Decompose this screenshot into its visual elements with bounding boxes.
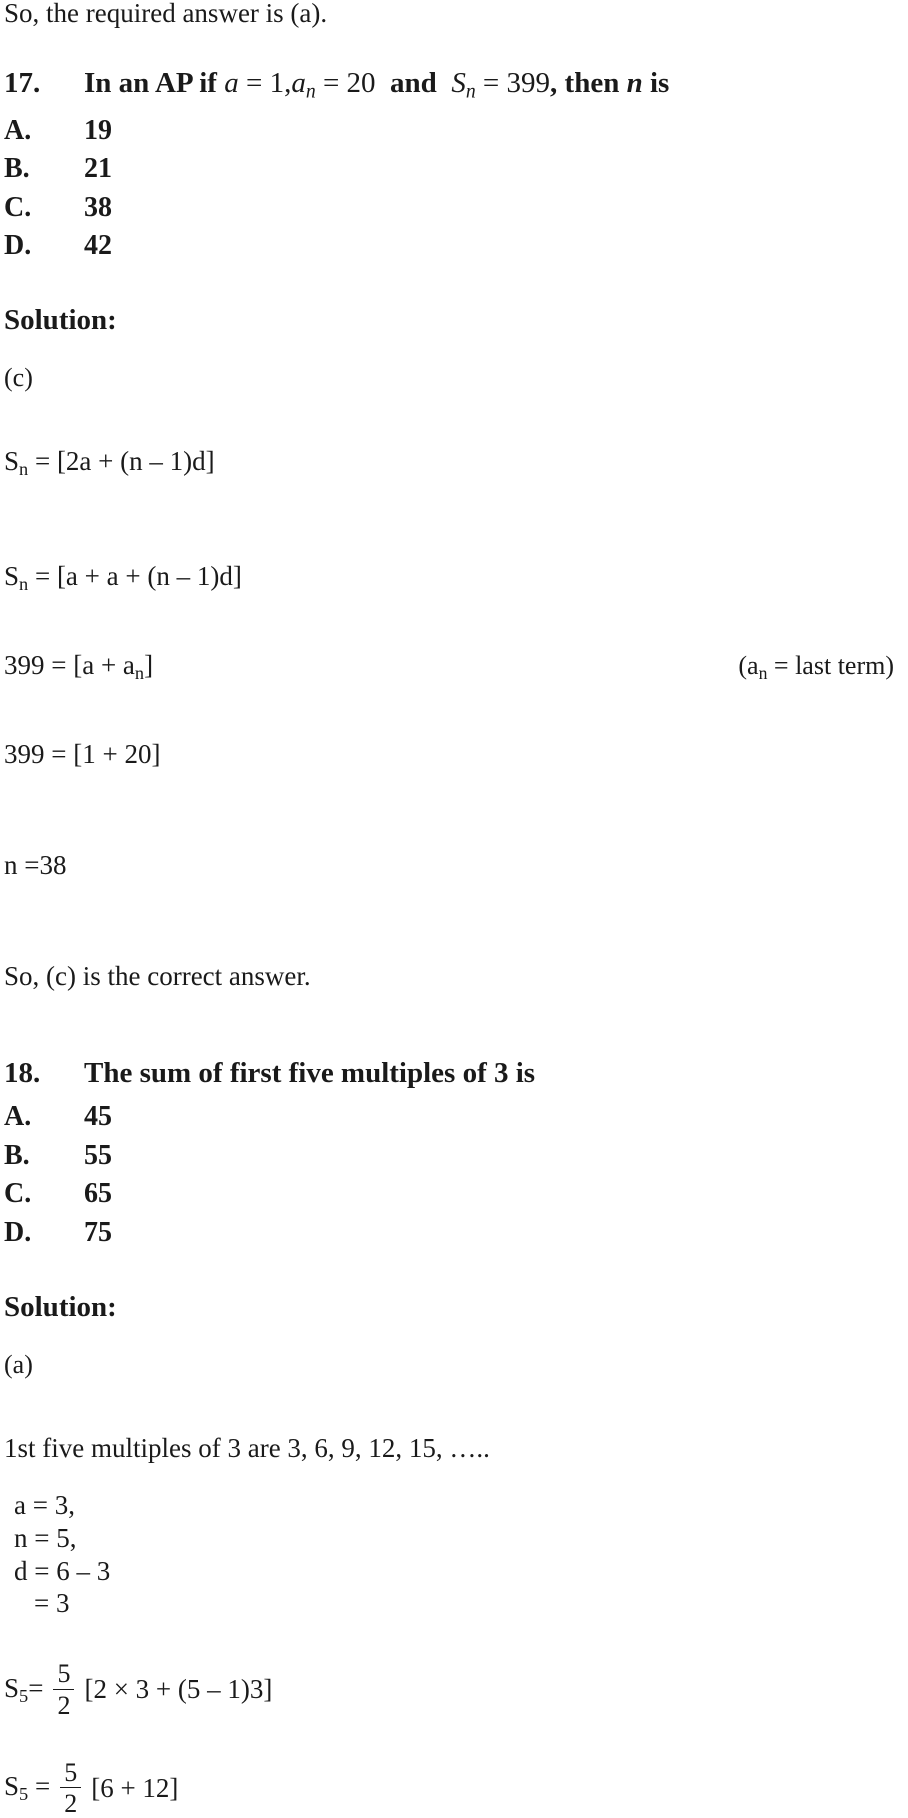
spacer — [4, 1620, 896, 1660]
question-18-option-c — [4, 1175, 896, 1214]
q17-stem-post: , then — [550, 67, 627, 99]
step-lhs: 399 — [4, 650, 45, 681]
step-lhs-sub: n — [19, 573, 29, 594]
question-17-option-c — [4, 189, 896, 228]
q17-stem-n: n — [626, 67, 643, 99]
formula-1-lhs — [4, 1673, 43, 1707]
q17-stem-mid: and — [390, 67, 437, 99]
option-value: 75 — [84, 1217, 112, 1249]
question-18-option-d — [4, 1214, 896, 1253]
fraction-numerator: 5 — [60, 1759, 81, 1788]
question-18-formula-2 — [4, 1759, 896, 1818]
spacer — [4, 1322, 896, 1352]
step-lhs: S — [4, 446, 20, 477]
fraction-denominator: 2 — [57, 1690, 71, 1720]
question-18-text: The sum of first five multiples of 3 is — [84, 1057, 536, 1090]
formula-1-fraction — [53, 1660, 74, 1719]
given-d: d = 6 – 3 — [14, 1555, 111, 1586]
question-17-step-5 — [4, 852, 896, 879]
formula-2-s: S — [4, 1771, 20, 1802]
formula-2-fraction — [60, 1759, 81, 1818]
step-rhs: = [a + a — [44, 650, 135, 681]
spacer — [4, 27, 896, 67]
question-17-heading — [4, 67, 896, 104]
step-rhs: = [2a + (n – 1)d] — [28, 446, 215, 477]
question-17-step-1 — [4, 448, 896, 479]
note-sub: n — [758, 662, 768, 683]
formula-1-eq: = — [28, 1672, 44, 1703]
option-value: 45 — [84, 1101, 112, 1133]
step-lhs: 399 — [4, 739, 45, 770]
step-rhs-sub: n — [134, 663, 145, 684]
formula-2-rhs: [6 + 12] — [91, 1772, 179, 1803]
q17-math-a: a — [224, 67, 239, 99]
option-value: 38 — [84, 191, 112, 223]
given-d-result: = 3 — [34, 1588, 70, 1619]
step-rhs: = [a + a + (n – 1)d] — [28, 560, 242, 591]
option-label: A. — [4, 114, 32, 146]
step-lhs-sub: n — [19, 459, 29, 480]
option-label: A. — [4, 1101, 32, 1133]
option-value: 19 — [84, 114, 112, 146]
spacer — [4, 795, 896, 825]
formula-2-lhs — [4, 1771, 50, 1805]
question-18-multiples-line: 1st five multiples of 3 are 3, 6, 9, 12, 15, ….. — [4, 1432, 490, 1463]
question-17-step-2 — [4, 560, 896, 594]
question-17-step-4 — [4, 741, 896, 768]
spacer — [4, 1017, 896, 1057]
formula-2-sub: 5 — [19, 1784, 29, 1805]
spacer — [4, 684, 896, 714]
spacer — [4, 506, 896, 536]
q17-math-an-sub: n — [305, 80, 316, 103]
option-value: 42 — [84, 230, 112, 262]
option-label: D. — [4, 1217, 32, 1249]
question-18-option-a — [4, 1098, 896, 1137]
given-a: a = 3, — [14, 1489, 75, 1520]
step-rhs: =38 — [17, 850, 67, 881]
spacer — [4, 266, 896, 306]
question-17-text — [84, 67, 669, 104]
option-label: B. — [4, 153, 30, 185]
q17-math-s-sub: n — [465, 80, 476, 103]
step-expression — [4, 650, 153, 684]
option-label: C. — [4, 1178, 32, 1210]
question-18-formula-1 — [4, 1660, 896, 1719]
question-17-solution-heading: Solution: — [4, 304, 117, 337]
given-n: n = 5, — [14, 1522, 77, 1553]
spacer — [4, 1378, 896, 1408]
question-18-solution-heading: Solution: — [4, 1290, 117, 1323]
formula-1-s: S — [4, 1672, 20, 1703]
q17-math-s: S — [451, 67, 466, 99]
q17-math-s-eq: = 399 — [475, 67, 551, 99]
option-value: 65 — [84, 1178, 112, 1210]
intro-text: So, the required answer is (a). — [4, 0, 328, 28]
option-label: C. — [4, 191, 32, 223]
spacer — [4, 906, 896, 936]
question-17-option-d — [4, 227, 896, 266]
option-label: B. — [4, 1139, 30, 1171]
q17-math-an: a — [291, 67, 306, 99]
question-17-answer-letter: (c) — [4, 363, 33, 393]
step-3-note — [738, 651, 896, 684]
step-rhs-tail: ] — [144, 650, 154, 681]
question-17-step-3 — [4, 650, 896, 684]
spacer — [4, 1719, 896, 1759]
question-17-option-b — [4, 150, 896, 189]
note-tail: = last term) — [767, 651, 894, 681]
question-18-option-b — [4, 1137, 896, 1176]
formula-1-sub: 5 — [19, 1685, 29, 1706]
spacer — [4, 1253, 896, 1293]
question-18-number: 18. — [4, 1057, 41, 1090]
option-value: 55 — [84, 1139, 112, 1171]
question-18-given-values — [4, 1489, 896, 1621]
q17-stem-end: is — [642, 67, 670, 99]
spacer — [4, 391, 896, 421]
q17-math-an-eq: = 20 — [315, 67, 376, 99]
step-rhs: = [1 + 20] — [44, 739, 161, 770]
q17-math-a-eq: = 1, — [238, 67, 292, 99]
step-lhs: S — [4, 560, 20, 591]
spacer — [4, 335, 896, 365]
question-18-answer-letter: (a) — [4, 1349, 33, 1379]
question-17-conclusion: So, (c) is the correct answer. — [4, 961, 311, 992]
option-label: D. — [4, 230, 32, 262]
formula-2-eq: = — [28, 1771, 51, 1802]
question-17-number: 17. — [4, 67, 41, 99]
question-18-heading — [4, 1057, 896, 1090]
note-lead: (a — [738, 651, 759, 681]
q17-stem-pre: In an AP if — [84, 67, 225, 99]
option-value: 21 — [84, 153, 112, 185]
formula-1-rhs: [2 × 3 + (5 – 1)3] — [84, 1674, 273, 1705]
spacer — [4, 620, 896, 650]
fraction-numerator: 5 — [53, 1660, 74, 1689]
question-17-option-a — [4, 112, 896, 151]
step-lhs: n — [4, 850, 18, 881]
fraction-denominator: 2 — [64, 1789, 78, 1818]
